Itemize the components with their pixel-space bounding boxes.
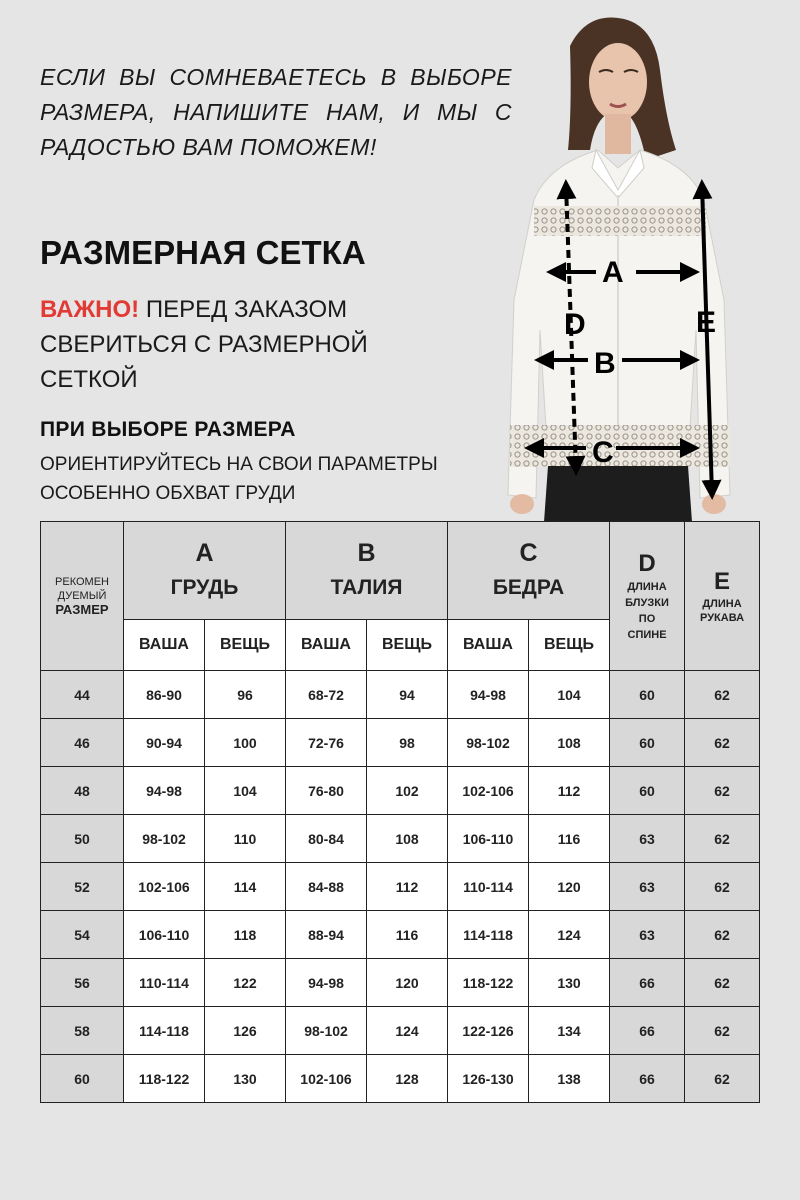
choice-note-text: ОРИЕНТИРУЙТЕСЬ НА СВОИ ПАРАМЕТРЫ ОСОБЕННО ОБХВАТ ГРУДИ <box>40 454 438 504</box>
cell-sleeve-length: 62 <box>685 719 760 767</box>
cell-sleeve-length: 62 <box>685 1055 760 1103</box>
cell-chest-item: 110 <box>205 815 286 863</box>
cell-back-length: 60 <box>610 671 685 719</box>
cell-hips-yours: 98-102 <box>448 719 529 767</box>
header-back-length: D ДЛИНА БЛУЗКИ ПО СПИНЕ <box>610 522 685 671</box>
cell-waist-yours: 84-88 <box>286 863 367 911</box>
cell-size: 60 <box>41 1055 124 1103</box>
cell-waist-item: 116 <box>367 911 448 959</box>
table-row <box>41 671 760 719</box>
cell-back-length: 66 <box>610 1055 685 1103</box>
cell-size: 58 <box>41 1007 124 1055</box>
model-measurement-illustration <box>468 0 800 522</box>
table-row <box>41 815 760 863</box>
cell-chest-yours: 114-118 <box>124 1007 205 1055</box>
cell-waist-item: 112 <box>367 863 448 911</box>
cell-waist-item: 98 <box>367 719 448 767</box>
header-size: РЕКОМЕН ДУЕМЫЙ РАЗМЕР <box>41 522 124 671</box>
cell-waist-item: 124 <box>367 1007 448 1055</box>
cell-back-length: 60 <box>610 767 685 815</box>
choice-note-title: ПРИ ВЫБОРЕ РАЗМЕРА <box>40 418 296 441</box>
cell-chest-yours: 102-106 <box>124 863 205 911</box>
cell-back-length: 66 <box>610 959 685 1007</box>
cell-chest-item: 126 <box>205 1007 286 1055</box>
label-d: D <box>564 308 586 341</box>
cell-hips-yours: 114-118 <box>448 911 529 959</box>
table-row <box>41 719 760 767</box>
cell-chest-item: 96 <box>205 671 286 719</box>
cell-chest-item: 122 <box>205 959 286 1007</box>
cell-hips-yours: 94-98 <box>448 671 529 719</box>
cell-chest-yours: 106-110 <box>124 911 205 959</box>
cell-hips-yours: 122-126 <box>448 1007 529 1055</box>
cell-hips-item: 120 <box>529 863 610 911</box>
header-hips-yours: ВАША <box>448 620 529 671</box>
cell-hips-item: 104 <box>529 671 610 719</box>
cell-back-length: 63 <box>610 911 685 959</box>
cell-sleeve-length: 62 <box>685 815 760 863</box>
cell-sleeve-length: 62 <box>685 1007 760 1055</box>
cell-sleeve-length: 62 <box>685 959 760 1007</box>
cell-hips-item: 116 <box>529 815 610 863</box>
important-label: ВАЖНО! <box>40 296 140 323</box>
cell-hips-item: 130 <box>529 959 610 1007</box>
header-chest-yours: ВАША <box>124 620 205 671</box>
table-row <box>41 1055 760 1103</box>
label-e: E <box>696 306 717 339</box>
cell-size: 52 <box>41 863 124 911</box>
important-text: ПЕРЕД ЗАКАЗОМ СВЕРИТЬСЯ С РАЗМЕРНОЙ СЕТКОЙ <box>40 296 368 393</box>
header-chest: A ГРУДЬ <box>124 522 286 620</box>
header-hips-item: ВЕЩЬ <box>529 620 610 671</box>
label-c: C <box>592 436 614 469</box>
page-title: РАЗМЕРНАЯ СЕТКА <box>40 234 366 271</box>
header-sleeve-length: E ДЛИНА РУКАВА <box>685 522 760 671</box>
cell-hips-item: 138 <box>529 1055 610 1103</box>
important-note <box>40 292 460 397</box>
cell-chest-yours: 110-114 <box>124 959 205 1007</box>
cell-waist-yours: 98-102 <box>286 1007 367 1055</box>
label-b: B <box>594 347 616 380</box>
label-a: A <box>602 256 624 289</box>
cell-chest-item: 100 <box>205 719 286 767</box>
cell-size: 44 <box>41 671 124 719</box>
cell-hips-yours: 102-106 <box>448 767 529 815</box>
cell-chest-yours: 98-102 <box>124 815 205 863</box>
cell-size: 46 <box>41 719 124 767</box>
intro-text: ЕСЛИ ВЫ СОМНЕВАЕТЕСЬ В ВЫБОРЕ РАЗМЕРА, НАПИШИТЕ НАМ, И МЫ С РАДОСТЬЮ ВАМ ПОМОЖЕМ! <box>40 64 512 160</box>
cell-hips-yours: 126-130 <box>448 1055 529 1103</box>
cell-hips-yours: 118-122 <box>448 959 529 1007</box>
table-row <box>41 863 760 911</box>
cell-hips-yours: 110-114 <box>448 863 529 911</box>
cell-waist-yours: 68-72 <box>286 671 367 719</box>
cell-waist-yours: 94-98 <box>286 959 367 1007</box>
header-chest-item: ВЕЩЬ <box>205 620 286 671</box>
header-waist-yours: ВАША <box>286 620 367 671</box>
header-hips: C БЕДРА <box>448 522 610 620</box>
cell-size: 50 <box>41 815 124 863</box>
cell-chest-yours: 86-90 <box>124 671 205 719</box>
header-waist: B ТАЛИЯ <box>286 522 448 620</box>
cell-back-length: 60 <box>610 719 685 767</box>
cell-sleeve-length: 62 <box>685 911 760 959</box>
cell-hips-item: 124 <box>529 911 610 959</box>
cell-waist-item: 102 <box>367 767 448 815</box>
cell-hips-yours: 106-110 <box>448 815 529 863</box>
size-chart-table <box>40 521 760 1103</box>
cell-chest-item: 118 <box>205 911 286 959</box>
table-row <box>41 1007 760 1055</box>
cell-chest-yours: 94-98 <box>124 767 205 815</box>
cell-waist-item: 108 <box>367 815 448 863</box>
cell-back-length: 66 <box>610 1007 685 1055</box>
table-row <box>41 767 760 815</box>
cell-waist-item: 120 <box>367 959 448 1007</box>
header-waist-item: ВЕЩЬ <box>367 620 448 671</box>
cell-back-length: 63 <box>610 863 685 911</box>
cell-waist-yours: 80-84 <box>286 815 367 863</box>
cell-sleeve-length: 62 <box>685 767 760 815</box>
cell-chest-item: 130 <box>205 1055 286 1103</box>
cell-size: 48 <box>41 767 124 815</box>
cell-chest-item: 104 <box>205 767 286 815</box>
cell-waist-item: 128 <box>367 1055 448 1103</box>
cell-chest-item: 114 <box>205 863 286 911</box>
cell-hips-item: 134 <box>529 1007 610 1055</box>
cell-waist-yours: 88-94 <box>286 911 367 959</box>
cell-sleeve-length: 62 <box>685 863 760 911</box>
cell-sleeve-length: 62 <box>685 671 760 719</box>
cell-chest-yours: 118-122 <box>124 1055 205 1103</box>
cell-chest-yours: 90-94 <box>124 719 205 767</box>
cell-back-length: 63 <box>610 815 685 863</box>
cell-hips-item: 108 <box>529 719 610 767</box>
cell-size: 56 <box>41 959 124 1007</box>
table-row <box>41 959 760 1007</box>
cell-waist-yours: 102-106 <box>286 1055 367 1103</box>
cell-waist-yours: 72-76 <box>286 719 367 767</box>
cell-waist-item: 94 <box>367 671 448 719</box>
cell-waist-yours: 76-80 <box>286 767 367 815</box>
table-row <box>41 911 760 959</box>
cell-size: 54 <box>41 911 124 959</box>
cell-hips-item: 112 <box>529 767 610 815</box>
